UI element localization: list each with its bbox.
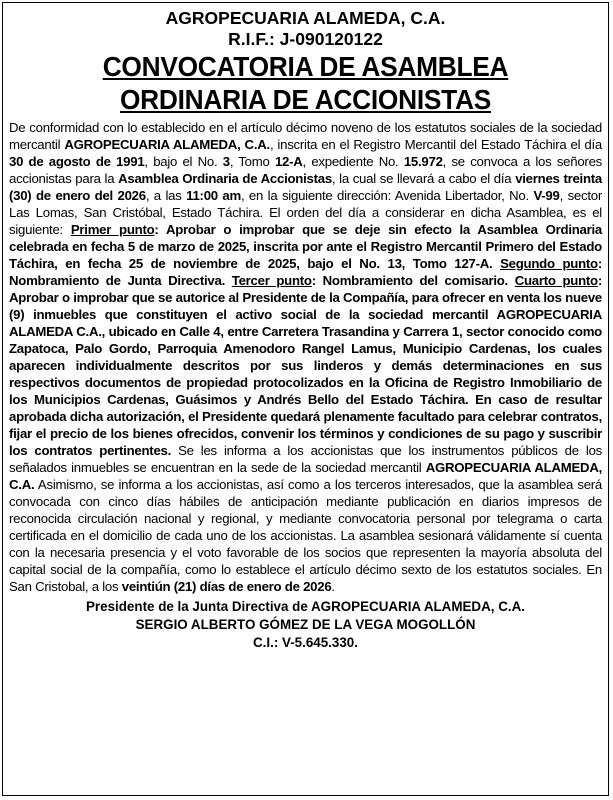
body-text: , se convoca a los señores accionistas para la xyxy=(9,154,603,186)
agenda-point-3-text: : Nombramiento del comisario. xyxy=(311,273,515,288)
address-number: V-99 xyxy=(533,188,560,203)
signature-id: C.I.: V-5.645.330. xyxy=(253,635,358,650)
registration-date: 30 de agosto de 1991 xyxy=(9,154,145,169)
agenda-point-2-text: : Nombramiento de Junta Directiva. xyxy=(9,256,602,288)
body-text: , expediente No. xyxy=(302,154,404,169)
signature-name: SERGIO ALBERTO GÓMEZ DE LA VEGA MOGOLLÓN xyxy=(135,617,476,632)
assembly-time: 11:00 am xyxy=(186,188,241,203)
body-text: Se les informa a los accionistas que los instrumentos públicos de los señalados inmuebles se encuentran en la sede de la sociedad mercantil xyxy=(9,443,603,475)
company-name-inline: AGROPECUARIA ALAMEDA, C.A. xyxy=(64,137,270,152)
issue-date: veintiún (21) días de enero de 2026 xyxy=(121,579,332,594)
body-text: , a las xyxy=(145,188,187,203)
notice-frame xyxy=(2,2,609,796)
file-number: 15.972 xyxy=(403,154,443,169)
agenda-point-1-label: Primer punto xyxy=(70,222,155,237)
agenda-point-3-label: Tercer punto xyxy=(231,273,312,288)
notice-title-line-1: CONVOCATORIA DE ASAMBLEA xyxy=(102,51,509,82)
registration-number: 3 xyxy=(222,154,230,169)
body-text: , sector Las Lomas, San Cristóbal, Estado Táchira. El orden del día a considerar en dicha Asamblea, es el siguiente: xyxy=(9,188,602,237)
body-text: Asimismo, se informa a los accionistas, así como a los terceros interesados, que la asamblea será convocada con cinco días hábiles de anticipación mediante publicación en diarios impresos de reconocida circulación nacional y regional, y mediante convocatoria personal por telegrama o carta certificada en el domicilio de cada uno de los accionistas. La asamblea sesionará válidamente sí cuenta con la necesaria presencia y el voto favorable de los socios que representen la mayoría absoluta del capital social de la compañía, como lo establece el artículo décimo sexto de los estatutos sociales. En San Cristobal, a los xyxy=(9,477,602,594)
body-text: , en la siguiente dirección: Avenida Libertador, No. xyxy=(240,188,534,203)
registration-tome: 12-A xyxy=(274,154,303,169)
signature-role: Presidente de la Junta Directiva de AGROPECUARIA ALAMEDA, C.A. xyxy=(86,599,525,614)
body-text: , bajo el No. xyxy=(144,154,223,169)
company-name: AGROPECUARIA ALAMEDA, C.A. xyxy=(165,8,446,28)
assembly-date: viernes treinta (30) de enero del 2026 xyxy=(9,171,602,203)
assembly-name: Asamblea Ordinaria de Accionistas xyxy=(118,171,332,186)
agenda-point-1-text: : Aprobar o improbar que se deje sin efecto la Asamblea Ordinaria celebrada en fecha 5 de marzo de 2025, inscrita por ante el Registro Mercantil Primero del Estado Táchira, en fecha 25 de noviembre de 2025, bajo el No. 13, Tomo 127-A. xyxy=(9,222,603,271)
body-text: . xyxy=(331,579,335,594)
body-text: , Tomo xyxy=(229,154,275,169)
notice-title-line-2: ORDINARIA DE ACCIONISTAS xyxy=(119,84,491,115)
agenda-point-4-text: : Aprobar o improbar que se autorice al Presidente de la Compañía, para ofrecer en venta los nueve (9) inmuebles que constituyen el activo social de la sociedad mercantil AGROPECUARIA ALAMEDA C.A., ubicado en Calle 4, entre Carretera Trasandina y Carrera 1, sector conocido como Zapatoca, Palo Gordo, Parroquia Amenodoro Rangel Lamus, Municipio Cardenas, los cuales aparecen individualmente descritos por sus linderos y demás determinaciones en sus respectivos documentos de propiedad protocolizados en la Oficina de Registro Inmobiliario de los Municipios Cardenas, Guásimos y Andrés Bello del Estado Táchira. En caso de resultar aprobada dicha autorización, el Presidente quedará plenamente facultado para celebrar contratos, fijar el precio de los bienes ofrecidos, convenir los términos y condiciones de su pago y suscribir los contratos pertinentes. xyxy=(9,273,602,458)
agenda-point-4-label: Cuarto punto xyxy=(514,273,598,288)
company-name-inline: AGROPECUARIA ALAMEDA, C.A. xyxy=(9,460,603,492)
company-rif: R.I.F.: J-090120122 xyxy=(228,29,383,49)
body-text: , la cual se llevará a cabo el día xyxy=(331,171,516,186)
agenda-point-2-label: Segundo punto xyxy=(500,256,598,271)
notice-body xyxy=(9,119,602,595)
body-text: , inscrita en el Registro Mercantil del Estado Táchira el día xyxy=(269,137,602,152)
body-text: De conformidad con lo establecido en el artículo décimo noveno de los estatutos sociales de la sociedad mercantil xyxy=(9,120,602,152)
